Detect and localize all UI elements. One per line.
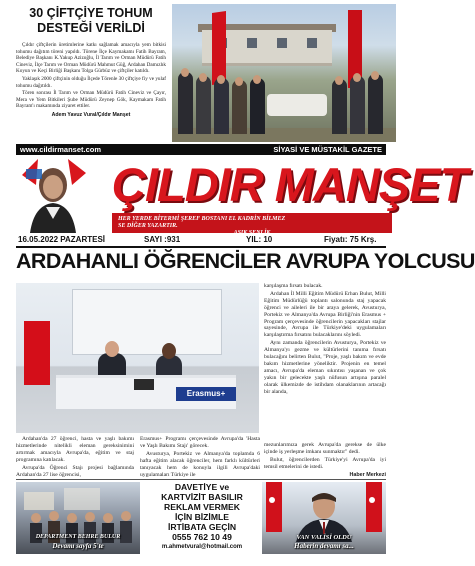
top-story-signature: Adem Yavuz Vural/Çıldır Manşet [51, 111, 131, 118]
top-story[interactable] [16, 6, 166, 142]
issue-year: YIL: 10 [246, 235, 273, 244]
top-story-photo[interactable] [172, 4, 396, 142]
article-column-right: karşılaşma fırsatı bulacak. Ardahan İl Milli Eğitim Müdürü Erhan Bulut, Milli Eğitim Müdürlüğü toplantı salonunda staj yapacak öğrenci ve aileleri ile bir araya gelerek, Avusturya, Portekiz ve Almanya'da Avrupa Birliği'nin Erasmus + Program çerçevesinde öğrencilerin yapacakları stajlar sayesinde, Avrupa ile Türkiye'deki uygulamaları karşılaştırma fırsatını bulacaklarını söyledi. Aynı zamanda öğrencilerin Avusturya, Portekiz ve Almanya'yı gezme ve kültürlerini tanıma fırsatı bulacağını belirten Bulut, "Proje, yaşlı bakım ve evde bakım hizmetlerine yöneliktir. Projenin en temel amacı, Avrupa'da eleman sıkıntısı yaşanan ve çok yakın bir gelecekte yaşlı nüfusun artışına paralel olarak ülkemizde de istihdam olanaklarının artacağı bir alanda, [264, 283, 386, 395]
newspaper-title: ÇILDIR MANŞET [112, 158, 468, 211]
masthead-logo [16, 155, 468, 236]
main-headline[interactable]: ARDAHANLI ÖĞRENCİLER AVRUPA YOLCUSU [16, 249, 475, 273]
issue-number: SAYI :931 [144, 235, 181, 244]
promo-right-link[interactable]: Haberin devamı sa... [294, 542, 354, 550]
ad-phone[interactable]: 0555 762 10 49 [172, 532, 232, 542]
promo-left-link[interactable]: Devamı sayfa 5'te [52, 542, 104, 550]
divider [16, 479, 386, 480]
promo-right-caption: VAN VALİSİ OLDU [296, 534, 352, 541]
laptop-icon [134, 379, 154, 390]
promo-left[interactable] [16, 482, 140, 554]
top-story-title: 30 ÇİFTÇİYE TOHUM DESTEĞİ VERİLDİ [29, 6, 153, 35]
masthead-url-bar [16, 144, 386, 155]
website-link[interactable]: www.cildirmanset.com [20, 145, 101, 154]
main-story-photo[interactable] [16, 283, 259, 433]
promo-right[interactable] [262, 482, 386, 554]
top-story-body: Çıldır çiftçilerin üretimlerine katkı sağlamak amacıyla yem bitkisi tohumu dağıtım töreni yapıldı. Törene İlçe Kaymakamı Fatih Bayram, Belediye Başkanı K.Yakup Azizoğlu, İl Tarım ve Orman Müdürü Fatih Cineviz, İlçe Tarım ve Orman Müdürü Mahmut Güğ, Ardahan Damızlık Koyun ve Keçi Birliği Başkanı Tolga Gürbüz ve çiftçiler katıldı. Yaklaşık 2000 çiftçinin olduğu İlçede Törenle 30 çiftçiye fiy ve yulaf tohumu dağıtıldı. Tören sonrası İl Tarım ve Orman Müdürü Fatih Cineviz ve Çayır, Mera ve Yem Bitkileri Şube Müdürü Zeynep Gök, Kaymakam Fatih Bayram'ı makamında ziyaret ettiler. [16, 42, 166, 110]
flag-icon [212, 11, 226, 85]
article-byline: Haber Merkezi [349, 471, 386, 478]
article-column-3: mezunlarımıza gerek Avrupa'da gerekse de ülke içinde iş yerleşme imkanı sunmaktır" dedi. Bulut, öğrencilerden Türkiye'yi Avrupa'da iyi temsil etmelerini de istedi. Haber Merkezi [264, 442, 386, 478]
issue-info-bar [16, 235, 386, 245]
issue-price: Fiyatı: 75 Krş. [324, 235, 377, 244]
top-story-section [0, 0, 400, 143]
advertisement[interactable]: DAVETİYE ve KARTVİZİT BASILIR REKLAM VERMEK İÇİN BİZİMLE İRTİBATA GEÇİN 0555 762 10 49 m.ahmetvural@hotmail.com [148, 482, 256, 554]
divider [16, 246, 386, 248]
issue-date: 16.05.2022 PAZARTESİ [18, 235, 106, 244]
founder-portrait-icon [16, 155, 90, 233]
article-column-1: Ardahan'da 27 öğrenci, hasta ve yaşlı bakımı hizmetlerinde nitelikli eleman gereksinimini artırmak amacıyla Avrupa'da, eğitim ve staj programına katılacak. Avrupa'da Öğrenci Stajı projesi bağlamında Ardahan'da 27 lise öğrencisi, [16, 436, 134, 478]
erasmus-banner: Erasmus+ [176, 387, 236, 401]
flag-icon [24, 321, 50, 385]
masthead-slogan: HER YERDE BİTERMİ ŞEREF BOSTANI EL KADRİN BİLMEZ SE DİĞER YAZARTIR. AŞIK ŞENLİK [112, 213, 392, 233]
promo-left-caption: DEPARTMENT BEHRE BULUR [35, 534, 121, 540]
article-column-2: Erasmus+ Programı çerçevesinde Avrupa'da 'Hasta ve Yaşlı Bakımı Stajı' görecek. Avusturya, Portekiz ve Almanya'da toplamda 6 hafta eğitim alacak öğrenciler, hem farklı kültürleri tanıyacak hem de konuyla ilgili Avrupa'daki uygulamaları Türkiye ile [140, 436, 260, 478]
masthead-tagline: SİYASİ VE MÜSTAKİL GAZETE [273, 145, 382, 154]
ad-email[interactable]: m.ahmetvural@hotmail.com [161, 544, 243, 550]
